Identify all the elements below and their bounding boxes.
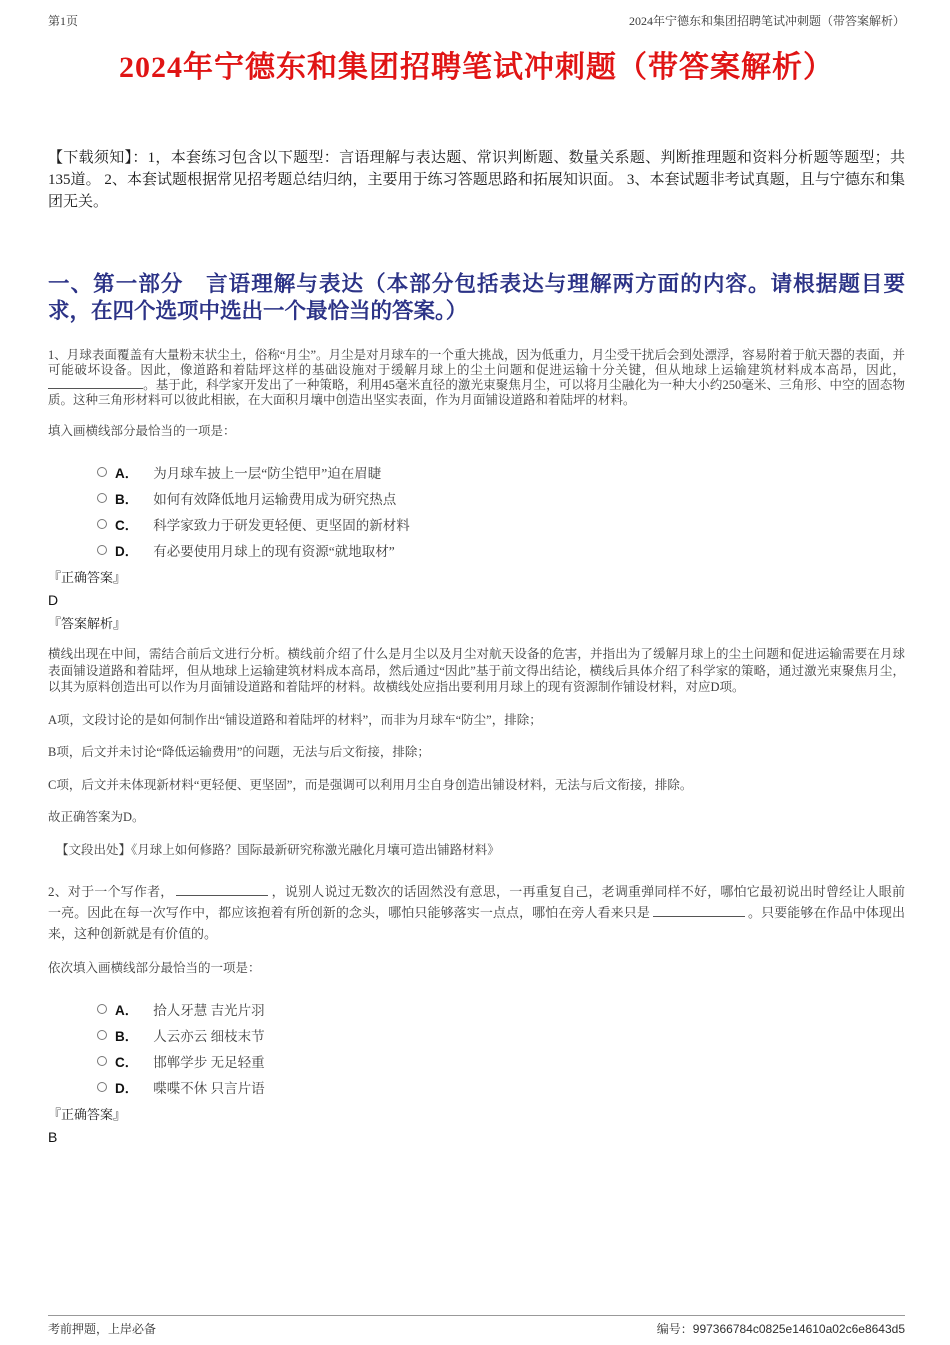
option-text: 拾人牙慧 吉光片羽 — [153, 1002, 265, 1018]
option-letter: C． — [115, 517, 139, 533]
option-letter: D． — [115, 1080, 139, 1096]
radio-button-icon[interactable] — [97, 1056, 107, 1066]
question-2-option-b[interactable] — [97, 1026, 905, 1043]
option-text: 人云亦云 细枝末节 — [153, 1028, 265, 1044]
correct-answer-value: B — [48, 1129, 58, 1145]
passage-source: 【文段出处】《月球上如何修路？国际最新研究称激光融化月壤可造出铺路材料》 — [56, 842, 500, 857]
analysis-paragraph: 横线出现在中间，需结合前后文进行分析。横线前介绍了什么是月尘以及月尘对航天设备的危害，并指出为了缓解月球上的尘土问题和促进运输需要在月球表面铺设道路和着陆坪，但从地球上运输建筑材料成本高昂，然后通过“因此”基于前文得出结论，横线后具体介绍了科学家的策略，通过激光束聚焦月尘，以其为原料创造出可以作为月面铺设道路和着陆坪的材料。故横线处应指出要利用月球上的现有资源制作铺设材料，对应D项。 — [48, 647, 905, 694]
radio-button-icon[interactable] — [97, 467, 107, 477]
question-1-stem — [48, 348, 905, 407]
correct-answer-value: D — [48, 592, 59, 608]
option-text: 为月球车披上一层“防尘铠甲”迫在眉睫 — [153, 465, 382, 481]
question-1-prompt: 填入画横线部分最恰当的一项是： — [48, 424, 236, 438]
option-letter: B． — [115, 1028, 139, 1044]
option-letter: C． — [115, 1054, 139, 1070]
question-1 — [48, 348, 905, 858]
blank-underline — [48, 377, 143, 389]
analysis-paragraph-a: A项，文段讨论的是如何制作出“铺设道路和着陆坪的材料”，而非为月球车“防尘”，排除； — [48, 712, 542, 727]
question-2 — [48, 881, 905, 1145]
option-text: 邯郸学步 无足轻重 — [153, 1054, 265, 1070]
question-1-option-a[interactable] — [97, 463, 905, 480]
question-2-stem — [48, 881, 905, 944]
analysis-label: 『答案解析』 — [48, 616, 127, 631]
question-2-option-d[interactable] — [97, 1078, 905, 1095]
radio-button-icon[interactable] — [97, 519, 107, 529]
option-text: 喋喋不休 只言片语 — [153, 1080, 265, 1096]
question-1-option-c[interactable] — [97, 515, 905, 532]
option-letter: D． — [115, 543, 139, 559]
option-letter: A． — [115, 465, 139, 481]
blank-underline — [653, 905, 745, 917]
radio-button-icon[interactable] — [97, 545, 107, 555]
question-2-option-c[interactable] — [97, 1052, 905, 1069]
analysis-paragraph-b: B项，后文并未讨论“降低运输费用”的问题，无法与后文衔接，排除； — [48, 745, 430, 759]
question-1-options — [48, 463, 905, 558]
question-2-stem-text: 2、对于一个写作者， — [48, 884, 174, 899]
question-1-option-b[interactable] — [97, 489, 905, 506]
footer-slogan: 考前押题，上岸必备 — [48, 1322, 157, 1336]
question-2-option-a[interactable] — [97, 1000, 905, 1017]
blank-underline — [176, 884, 268, 896]
download-notice: 【下载须知】：1，本套练习包含以下题型：言语理解与表达题、常识判断题、数量关系题、判断推理题和资料分析题等题型；共135道。 2、本套试题根据常见招考题总结归纳，主要用于练习答题思路和拓展知识面。 3、本套试题非考试真题，且与宁德东和集团无关。 — [48, 150, 905, 210]
question-1-stem-text: 1、月球表面覆盖有大量粉末状尘土，俗称“月尘”。月尘是对月球车的一个重大挑战，因为低重力，月尘受干扰后会到处漂浮，容易附着于航天器的表面，并可能破坏设备。因此，像道路和着陆坪这样的基础设施对于缓解月球上的尘土问题和促进运输十分关键，但从地球上运输建筑材料成本高昂，因此， — [48, 348, 905, 377]
correct-answer-label: 『正确答案』 — [48, 1107, 127, 1122]
header-doc-title: 2024年宁德东和集团招聘笔试冲刺题（带答案解析） — [628, 14, 905, 28]
radio-button-icon[interactable] — [97, 1004, 107, 1014]
question-2-stem-text-after: 。只要能够在作品中体现出来，这种创新就是有价值的。 — [48, 905, 905, 941]
option-letter: B． — [115, 491, 139, 507]
option-text: 科学家致力于研发更轻便、更坚固的新材料 — [153, 517, 410, 533]
radio-button-icon[interactable] — [97, 493, 107, 503]
page-number: 第1页 — [48, 14, 79, 28]
section-heading: 一、第一部分 言语理解与表达（本部分包括表达与理解两方面的内容。请根据题目要求，在四个选项中选出一个最恰当的答案。） — [48, 272, 905, 323]
correct-answer-label: 『正确答案』 — [48, 570, 127, 585]
radio-button-icon[interactable] — [97, 1030, 107, 1040]
question-1-option-d[interactable] — [97, 541, 905, 558]
option-text: 有必要使用月球上的现有资源“就地取材” — [153, 543, 395, 559]
document-title: 2024年宁德东和集团招聘笔试冲刺题（带答案解析） — [119, 51, 834, 84]
question-2-stem-text-mid: ，说别人说过无数次的话固然没有意思，一再重复自己，老调重弹同样不好，哪怕它最初说出时曾经让人眼前一亮。因此在每一次写作中，都应该抱着有所创新的念头，哪怕只能够落实一点点，哪怕在旁人看来只是 — [48, 884, 905, 920]
page-header — [48, 14, 905, 29]
radio-button-icon[interactable] — [97, 1082, 107, 1092]
question-2-prompt: 依次填入画横线部分最恰当的一项是： — [48, 961, 261, 975]
analysis-conclusion: 故正确答案为D。 — [48, 810, 145, 824]
option-letter: A． — [115, 1002, 139, 1018]
page-footer — [48, 1315, 905, 1337]
analysis-paragraph-c: C项，后文并未体现新材料“更轻便、更坚固”，而是强调可以利用月尘自身创造出铺设材料，无法与后文衔接，排除。 — [48, 777, 693, 792]
option-text: 如何有效降低地月运输费用成为研究热点 — [153, 491, 397, 507]
question-1-stem-text-after: 。基于此，科学家开发出了一种策略，利用45毫米直径的激光束聚焦月尘，可以将月尘融化为一种大小约250毫米、三角形、中空的固态物质。这种三角形材料可以彼此相嵌，在大面积月壤中创造出坚实表面，作为月面铺设道路和着陆坪的材料。 — [48, 378, 905, 407]
question-2-options — [48, 1000, 905, 1095]
footer-serial-number: 编号：997366784c0825e14610a02c6e8643d5 — [656, 1322, 905, 1336]
